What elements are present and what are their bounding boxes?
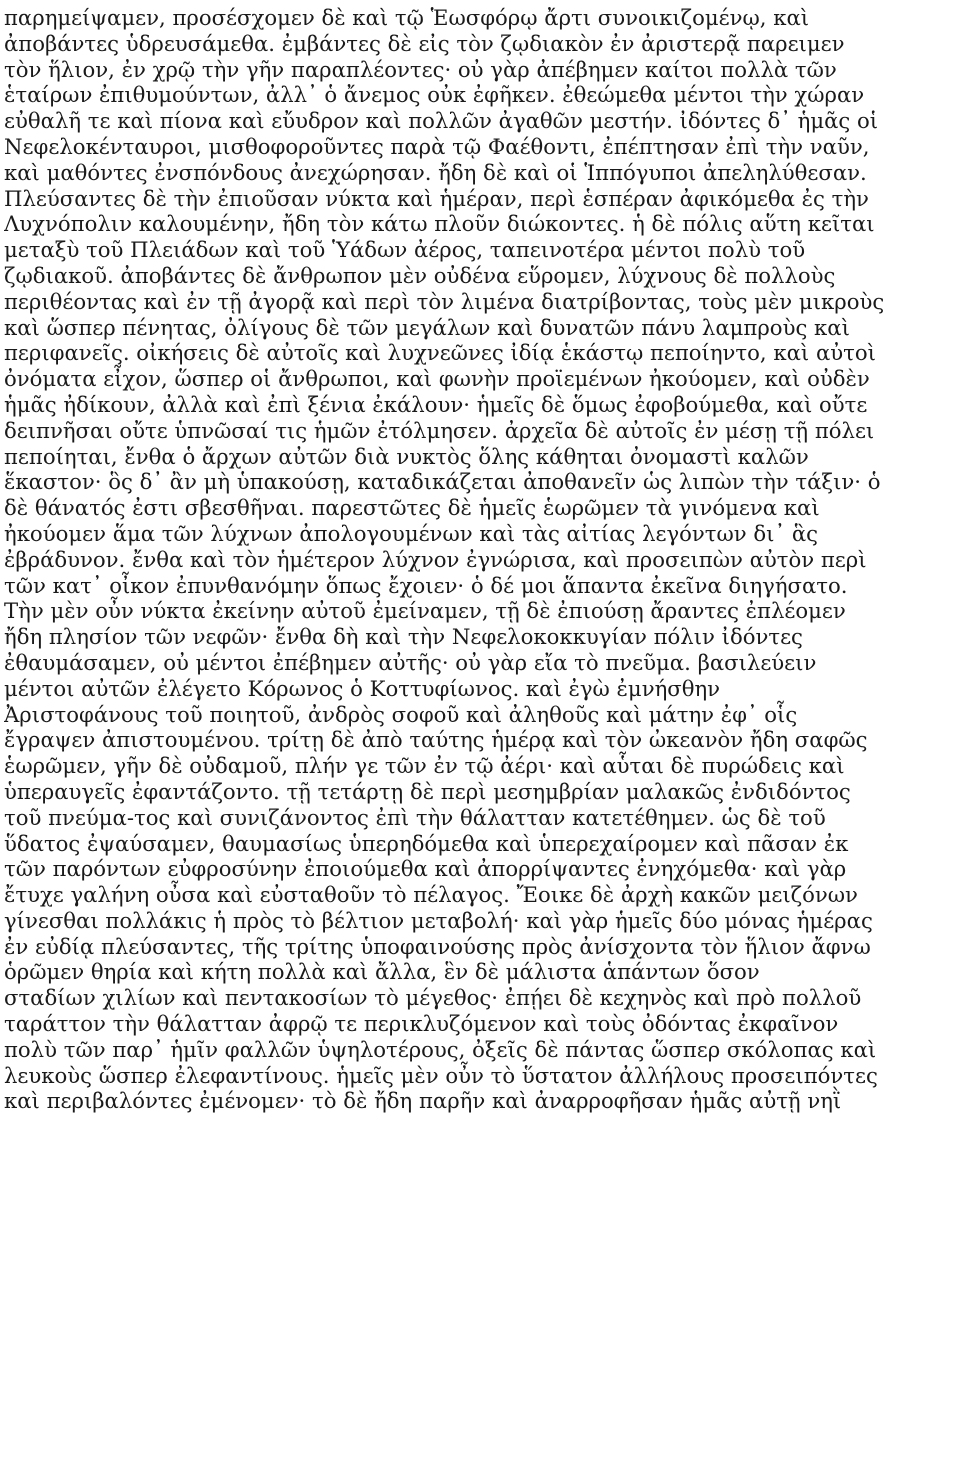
text-line: Πλεύσαντες δὲ τὴν ἐπιοῦσαν νύκτα καὶ ἡμέραν, περὶ ἑσπέραν ἀφικόμεθα ἐς τὴν: [4, 185, 869, 211]
text-line: ταράττον τὴν θάλατταν ἀφρῷ τε περικλυζόμενον καὶ τοὺς ὀδόντας ἐκφαῖνον: [4, 1011, 839, 1037]
text-line: ἡμᾶς ἠδίκουν, ἀλλὰ καὶ ἐπὶ ξένια ἐκάλουν· ἡμεῖς δὲ ὅμως ἐφοβούμεθα, καὶ οὔτε: [4, 391, 868, 417]
text-line: λευκοὺς ὥσπερ ἐλεφαντίνους. ἡμεῖς μὲν οὖν τὸ ὕστατον ἀλλήλους προσειπόντες: [4, 1062, 878, 1088]
text-line: ἔτυχε γαλήνη οὖσα καὶ εὐσταθοῦν τὸ πέλαγος. Ἔοικε δὲ ἀρχὴ κακῶν μειζόνων: [4, 882, 858, 908]
text-line: τὸν ἥλιον, ἐν χρῷ τὴν γῆν παραπλέοντες· οὐ γὰρ ἀπέβημεν καίτοι πολλὰ τῶν: [4, 56, 837, 82]
text-line: ὀνόματα εἶχον, ὥσπερ οἱ ἄνθρωποι, καὶ φωνὴν προϊεμένων ἠκούομεν, καὶ οὐδὲν: [4, 366, 870, 392]
text-line: τοῦ πνεύμα-τος καὶ συνιζάνοντος ἐπὶ τὴν θάλατταν κατετέθημεν. ὡς δὲ τοῦ: [4, 804, 826, 830]
text-line: Ἀριστοφάνους τοῦ ποιητοῦ, ἀνδρὸς σοφοῦ καὶ ἀληθοῦς καὶ μάτην ἐφ᾽ οἷς: [4, 701, 798, 727]
text-line: ἠκούομεν ἅμα τῶν λύχνων ἀπολογουμένων καὶ τὰς αἰτίας λεγόντων δι᾽ ἃς: [4, 520, 818, 546]
text-line: τῶν παρόντων εὐφροσύνην ἐποιούμεθα καὶ ἀπορρίψαντες ἐνηχόμεθα· καὶ γὰρ: [4, 856, 847, 882]
text-line: δειπνῆσαι οὔτε ὑπνῶσαί τις ἡμῶν ἐτόλμησεν. ἀρχεῖα δὲ αὐτοῖς ἐν μέσῃ τῇ πόλει: [4, 417, 875, 443]
text-line: ἔγραψεν ἀπιστουμένου. τρίτῃ δὲ ἀπὸ ταύτης ἡμέρᾳ καὶ τὸν ὠκεανὸν ἤδη σαφῶς: [4, 727, 868, 753]
text-line: ἐν εὐδίᾳ πλεύσαντες, τῆς τρίτης ὑποφαινούσης πρὸς ἀνίσχοντα τὸν ἥλιον ἄφνω: [4, 933, 871, 959]
text-line: Νεφελοκένταυροι, μισθοφοροῦντες παρὰ τῷ Φαέθοντι, ἐπέπτησαν ἐπὶ τὴν ναῦν,: [4, 133, 870, 159]
text-line: πεποίηται, ἔνθα ὁ ἄρχων αὐτῶν διὰ νυκτὸς ὅλης κάθηται ὀνομαστὶ καλῶν: [4, 443, 809, 469]
text-line: πολὺ τῶν παρ᾽ ἡμῖν φαλλῶν ὑψηλοτέρους, ὀξεῖς δὲ πάντας ὥσπερ σκόλοπας καὶ: [4, 1036, 877, 1062]
text-line: Λυχνόπολιν καλουμένην, ἤδη τὸν κάτω πλοῦν διώκοντες. ἡ δὲ πόλις αὕτη κεῖται: [4, 211, 875, 237]
text-line: περιθέοντας καὶ ἐν τῇ ἀγορᾷ καὶ περὶ τὸν λιμένα διατρίβοντας, τοὺς μὲν μικροὺς: [4, 288, 885, 314]
text-line: ἐθαυμάσαμεν, οὐ μέντοι ἐπέβημεν αὐτῆς· οὐ γὰρ εἴα τὸ πνεῦμα. βασιλεύειν: [4, 649, 817, 675]
text-line: ζῳδιακοῦ. ἀποβάντες δὲ ἄνθρωπον μὲν οὐδένα εὕρομεν, λύχνους δὲ πολλοὺς: [4, 262, 836, 288]
text-line: ἑωρῶμεν, γῆν δὲ οὐδαμοῦ, πλήν γε τῶν ἐν τῷ ἀέρι· καὶ αὗται δὲ πυρώδεις καὶ: [4, 753, 845, 779]
text-line: ἤδη πλησίον τῶν νεφῶν· ἔνθα δὴ καὶ τὴν Νεφελοκοκκυγίαν πόλιν ἰδόντες: [4, 624, 803, 650]
text-line: δὲ θάνατός ἐστι σβεσθῆναι. παρεστῶτες δὲ ἡμεῖς ἑωρῶμεν τὰ γινόμενα καὶ: [4, 495, 820, 521]
text-line: καὶ ὥσπερ πένητας, ὀλίγους δὲ τῶν μεγάλων καὶ δυνατῶν πάνυ λαμπροὺς καὶ: [4, 314, 850, 340]
text-line: μέντοι αὐτῶν ἐλέγετο Κόρωνος ὁ Κοττυφίωνος. καὶ ἐγὼ ἐμνήσθην: [4, 675, 721, 701]
document-page: [4, 0, 960, 1119]
text-line: τῶν κατ᾽ οἶκον ἐπυνθανόμην ὅπως ἔχοιεν· ὁ δέ μοι ἅπαντα ἐκεῖνα διηγήσατο.: [4, 572, 848, 598]
text-line: ἑταίρων ἐπιθυμούντων, ἀλλ᾽ ὁ ἄνεμος οὐκ ἐφῆκεν. ἐθεώμεθα μέντοι τὴν χώραν: [4, 82, 865, 108]
text-line: περιφανεῖς. οἰκήσεις δὲ αὐτοῖς καὶ λυχνεῶνες ἰδίᾳ ἑκάστῳ πεποίηντο, καὶ αὐτοὶ: [4, 340, 876, 366]
text-line: παρημείψαμεν, προσέσχομεν δὲ καὶ τῷ Ἑωσφόρῳ ἄρτι συνοικιζομένῳ, καὶ: [4, 5, 810, 30]
text-line: καὶ μαθόντες ἐνσπόνδους ἀνεχώρησαν. ἤδη δὲ καὶ οἱ Ἱππόγυποι ἀπεληλύθεσαν.: [4, 159, 867, 185]
text-line: ὑπεραυγεῖς ἐφαντάζοντο. τῇ τετάρτῃ δὲ περὶ μεσημβρίαν μαλακῶς ἐνδιδόντος: [4, 778, 851, 804]
text-line: εὐθαλῆ τε καὶ πίονα καὶ εὔυδρον καὶ πολλῶν ἀγαθῶν μεστήν. ἰδόντες δ᾽ ἡμᾶς οἱ: [4, 108, 879, 134]
text-line: σταδίων χιλίων καὶ πεντακοσίων τὸ μέγεθος· ἐπῄει δὲ κεχηνὸς καὶ πρὸ πολλοῦ: [4, 985, 862, 1011]
text-line: γίνεσθαι πολλάκις ἡ πρὸς τὸ βέλτιον μεταβολή· καὶ γὰρ ἡμεῖς δύο μόνας ἡμέρας: [4, 907, 873, 933]
text-line: καὶ περιβαλόντες ἐμένομεν· τὸ δὲ ἤδη παρῆν καὶ ἀναρροφῆσαν ἡμᾶς αὐτῇ νηῒ: [4, 1088, 842, 1114]
text-line: Τὴν μὲν οὖν νύκτα ἐκείνην αὐτοῦ ἐμείναμεν, τῇ δὲ ἐπιούσῃ ἄραντες ἐπλέομεν: [4, 598, 846, 624]
text-line: μεταξὺ τοῦ Πλειάδων καὶ τοῦ Ὑάδων ἀέρος, ταπεινοτέρα μέντοι πολὺ τοῦ: [4, 237, 806, 263]
text-line: ἐβράδυνον. ἔνθα καὶ τὸν ἡμέτερον λύχνον ἐγνώρισα, καὶ προσειπὼν αὐτὸν περὶ: [4, 546, 867, 572]
text-line: ἕκαστον· ὃς δ᾽ ἂν μὴ ὑπακούσῃ, καταδικάζεται ἀποθανεῖν ὡς λιπὼν τὴν τάξιν· ὁ: [4, 469, 881, 495]
text-line: ὕδατος ἐψαύσαμεν, θαυμασίως ὑπερηδόμεθα καὶ ὑπερεχαίρομεν καὶ πᾶσαν ἐκ: [4, 830, 849, 856]
text-line: ἀποβάντες ὑδρευσάμεθα. ἐμβάντες δὲ εἰς τὸν ζῳδιακὸν ἐν ἀριστερᾷ παρειμεν: [4, 30, 845, 56]
text-line: ὁρῶμεν θηρία καὶ κήτη πολλὰ καὶ ἄλλα, ἓν δὲ μάλιστα ἁπάντων ὅσον: [4, 959, 760, 985]
